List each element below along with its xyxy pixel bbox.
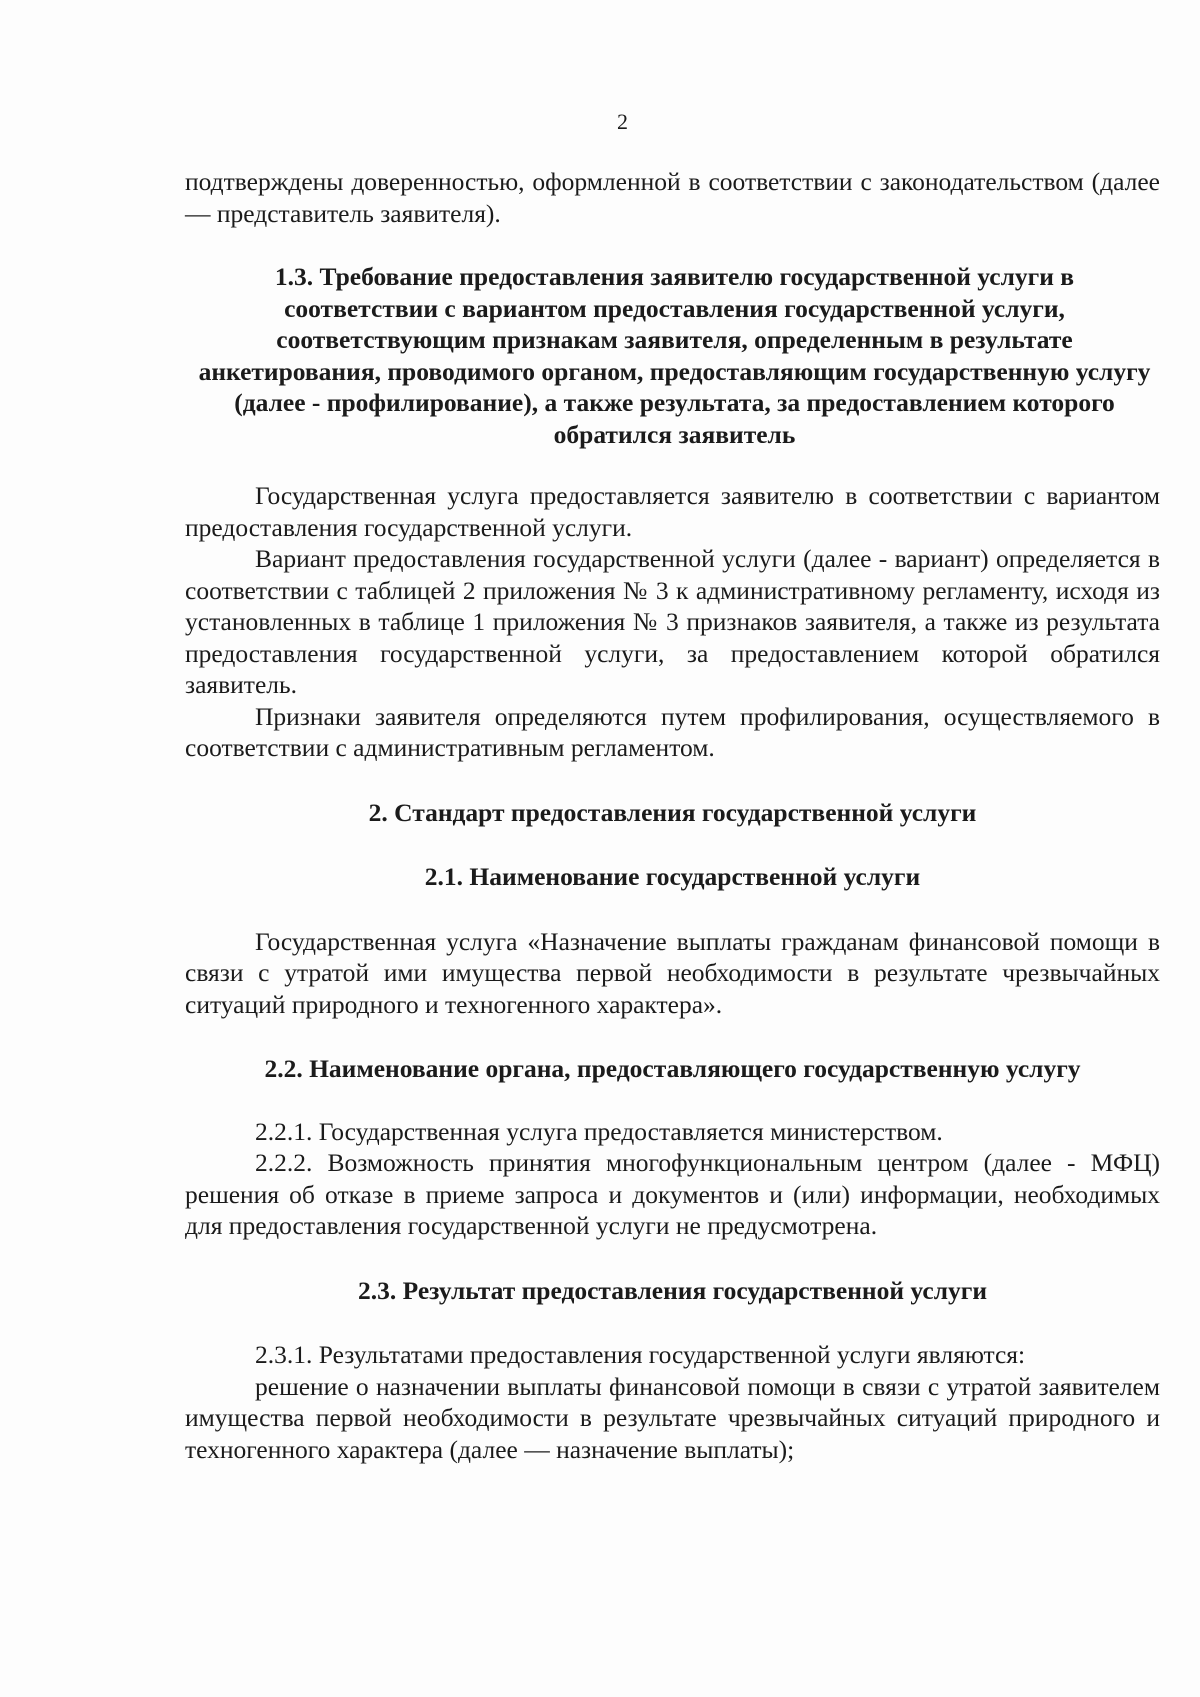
paragraph-1-3-1: Государственная услуга предоставляется заявителю в соответствии с вариантом предоставления государственной услуги. [185, 481, 1160, 542]
page-number: 2 [617, 109, 628, 134]
section-heading-2-2: 2.2. Наименование органа, предоставляющего государственную услугу [264, 1054, 1081, 1083]
paragraph-2-1: Государственная услуга «Назначение выплаты гражданам финансовой помощи в связи с утратой ими имущества первой необходимости в результате чрезвычайных ситуаций природного и техногенного характера». [185, 926, 1160, 1019]
paragraph-2-2-2: 2.2.2. Возможность принятия многофункциональным центром (далее - МФЦ) решения об отказе в приеме запроса и документов и (или) информации, необходимых для предоставления государственной услуги не предусмотрена. [185, 1148, 1160, 1240]
paragraph-continuation: подтверждены доверенностью, оформленной в соответствии с законодательством (далее — представитель заявителя). [185, 167, 1160, 228]
section-heading-2-3: 2.3. Результат предоставления государственной услуги [357, 1275, 988, 1305]
paragraph-2-2-1: 2.2.1. Государственная услуга предоставляется министерством. [255, 1116, 943, 1146]
paragraph-1-3-3: Признаки заявителя определяются путем профилирования, осуществляемого в соответствии с административным регламентом. [185, 701, 1160, 762]
paragraph-1-3-2: Вариант предоставления государственной услуги (далее - вариант) определяется в соответствии с таблицей 2 приложения № 3 к административному регламенту, исходя из установленных в таблице 1 приложения № 3 признаков заявителя, а также из результата предоставления государственной услуги, за предоставлением которой обратился заявитель. [185, 544, 1160, 699]
section-heading-2: 2. Стандарт предоставления государственной услуги [368, 797, 977, 827]
paragraph-2-3-1-item: решение о назначении выплаты финансовой помощи в связи с утратой заявителем имущества первой необходимости в результате чрезвычайных ситуаций природного и техногенного характера (далее — назначение выплаты); [185, 1371, 1160, 1464]
section-heading-2-1: 2.1. Наименование государственной услуги [424, 862, 921, 891]
paragraph-2-3-1: 2.3.1. Результатами предоставления государственной услуги являются: [255, 1340, 1026, 1369]
section-heading-1-3: 1.3. Требование предоставления заявителю государственной услуги в соответствии с вариантом предоставления государственной услуги, соответствующим признакам заявителя, определенным в результате анкетирования, проводимого органом, предоставляющим государственную услугу (далее - профилирование), а также результата, за предоставлением которого обратился заявитель [198, 262, 1151, 449]
document-body [185, 166, 1160, 1465]
